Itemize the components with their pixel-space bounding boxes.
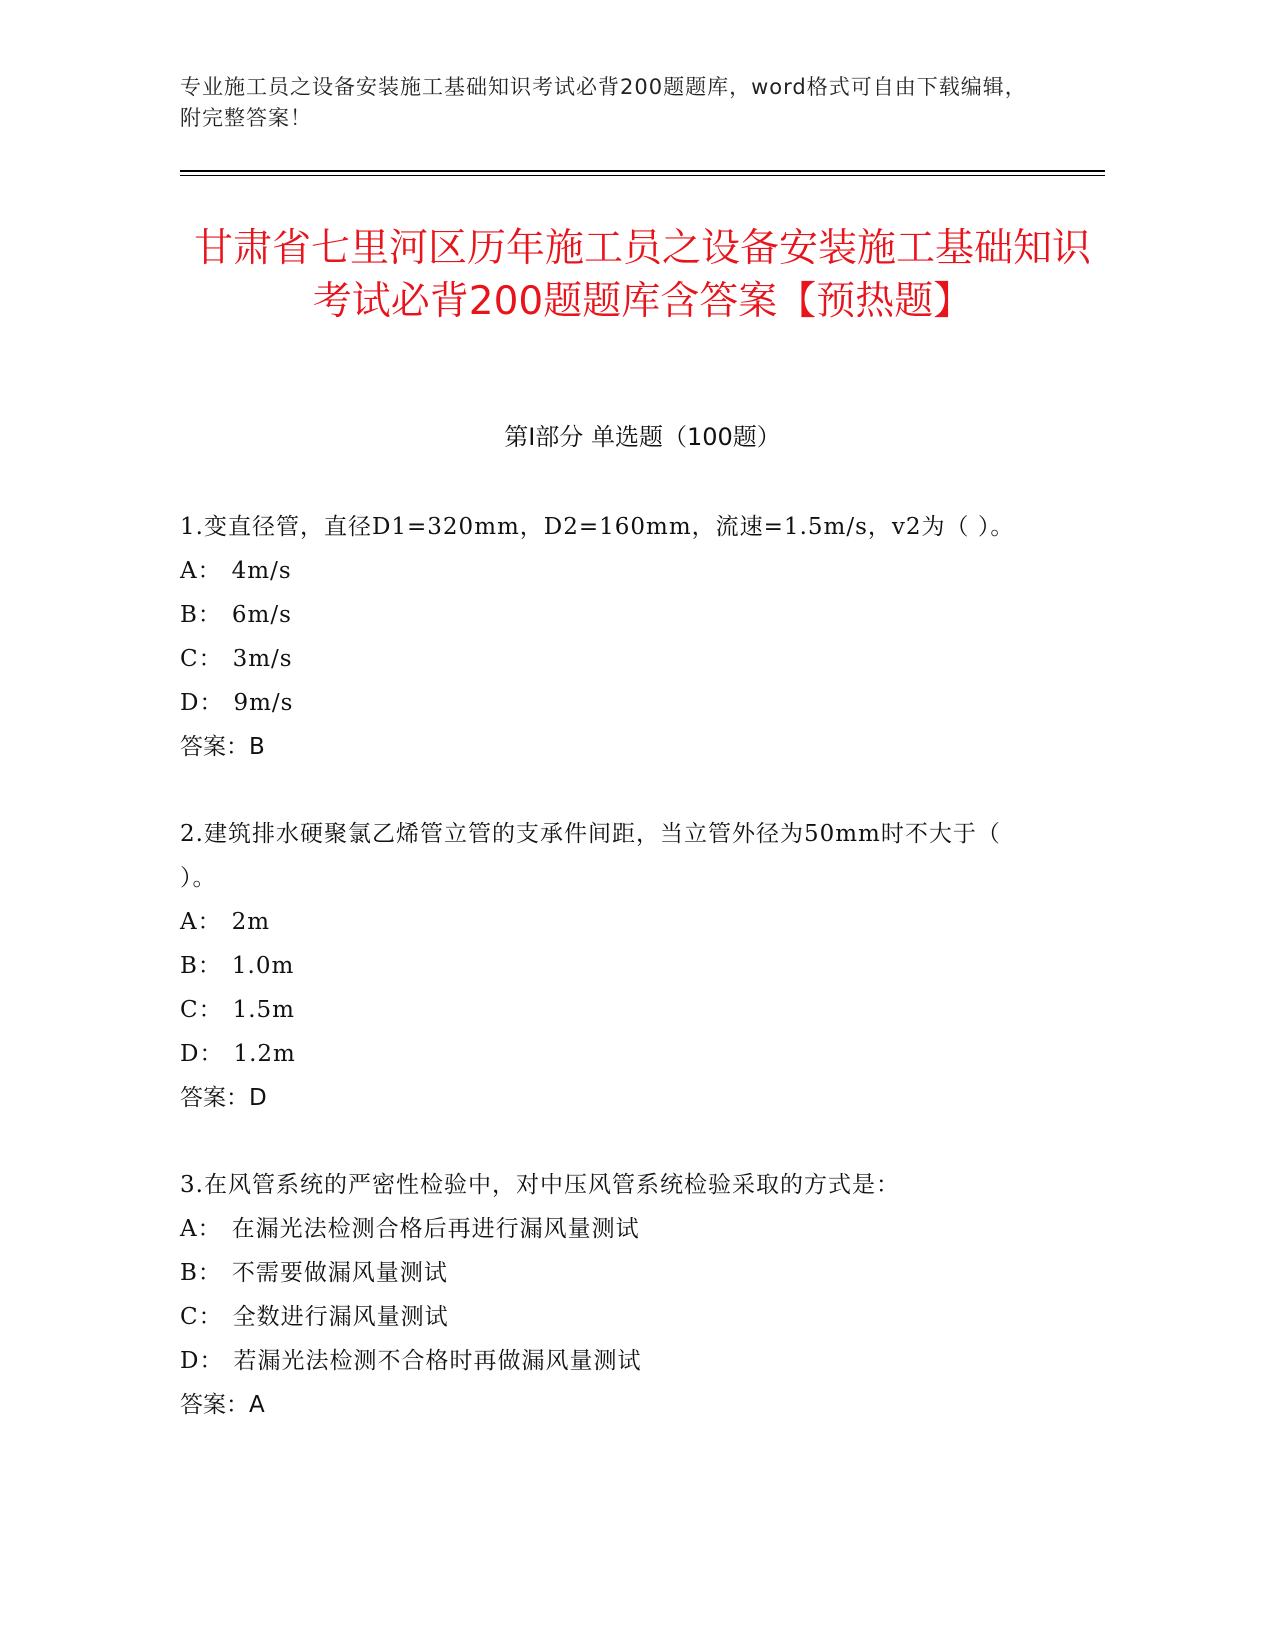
option-a: A： 在漏光法检测合格后再进行漏风量测试 bbox=[180, 1216, 640, 1242]
option-letter: D bbox=[180, 1041, 200, 1067]
option-c: C： 1.5m bbox=[180, 997, 295, 1023]
option-b: B： 1.0m bbox=[180, 953, 295, 979]
answer-line bbox=[180, 725, 1040, 769]
option-text: 在漏光法检测合格后再进行漏风量测试 bbox=[231, 1216, 640, 1242]
option-text: 3m/s bbox=[232, 646, 293, 672]
answer-line bbox=[180, 1076, 1040, 1120]
header-rule-thin bbox=[180, 175, 1105, 176]
option-text: 6m/s bbox=[231, 602, 292, 628]
option-a: A： 4m/s bbox=[180, 558, 292, 584]
answer-value: D bbox=[249, 1085, 267, 1111]
section-title: 第Ⅰ部分 单选题（100题） bbox=[504, 423, 781, 451]
option-letter: D bbox=[180, 1348, 200, 1374]
header-rule-thick bbox=[180, 170, 1105, 172]
option-letter: B bbox=[180, 602, 198, 628]
option-text: 不需要做漏风量测试 bbox=[231, 1260, 448, 1286]
answer-line bbox=[180, 1383, 1040, 1427]
answer-value: A bbox=[249, 1392, 265, 1418]
option-letter: A bbox=[180, 909, 198, 935]
option-d: D： 若漏光法检测不合格时再做漏风量测试 bbox=[180, 1348, 642, 1374]
option-c: C： 全数进行漏风量测试 bbox=[180, 1304, 449, 1330]
answer-value: B bbox=[249, 734, 265, 760]
option-text: 全数进行漏风量测试 bbox=[232, 1304, 449, 1330]
option-b: B： 6m/s bbox=[180, 602, 292, 628]
answer-label: 答案： bbox=[180, 734, 249, 760]
answer-label: 答案： bbox=[180, 1392, 249, 1418]
option-letter: A bbox=[180, 1216, 198, 1242]
question-2 bbox=[180, 812, 1040, 1120]
question-list bbox=[180, 505, 1040, 1470]
question-stem: 2.建筑排水硬聚氯乙烯管立管的支承件间距，当立管外径为50mm时不大于（ ）。 bbox=[180, 821, 1001, 891]
option-text: 1.5m bbox=[232, 997, 295, 1023]
option-d: D： 9m/s bbox=[180, 690, 294, 716]
option-c: C： 3m/s bbox=[180, 646, 293, 672]
question-stem: 3.在风管系统的严密性检验中，对中压风管系统检验采取的方式是： bbox=[180, 1172, 900, 1198]
option-b: B： 不需要做漏风量测试 bbox=[180, 1260, 448, 1286]
option-letter: B bbox=[180, 1260, 198, 1286]
option-letter: D bbox=[180, 690, 200, 716]
option-text: 9m/s bbox=[233, 690, 294, 716]
option-d: D： 1.2m bbox=[180, 1041, 296, 1067]
question-3 bbox=[180, 1163, 1040, 1427]
option-letter: C bbox=[180, 997, 199, 1023]
option-text: 若漏光法检测不合格时再做漏风量测试 bbox=[233, 1348, 642, 1374]
option-letter: C bbox=[180, 1304, 199, 1330]
question-1 bbox=[180, 505, 1040, 769]
answer-label: 答案： bbox=[180, 1085, 249, 1111]
header-note: 专业施工员之设备安装施工基础知识考试必背200题题库，word格式可自由下载编辑，附完整答案！ bbox=[180, 75, 1027, 130]
option-text: 4m/s bbox=[231, 558, 292, 584]
option-letter: A bbox=[180, 558, 198, 584]
option-text: 1.0m bbox=[231, 953, 295, 979]
option-text: 1.2m bbox=[233, 1041, 296, 1067]
option-letter: B bbox=[180, 953, 198, 979]
option-letter: C bbox=[180, 646, 199, 672]
question-stem: 1.变直径管，直径D1=320mm，D2=160mm，流速=1.5m/s，v2为（ ）。 bbox=[180, 514, 1015, 540]
option-a: A： 2m bbox=[180, 909, 271, 935]
document-title: 甘肃省七里河区历年施工员之设备安装施工基础知识考试必背200题题库含答案【预热题】 bbox=[193, 226, 1091, 324]
option-text: 2m bbox=[231, 909, 271, 935]
